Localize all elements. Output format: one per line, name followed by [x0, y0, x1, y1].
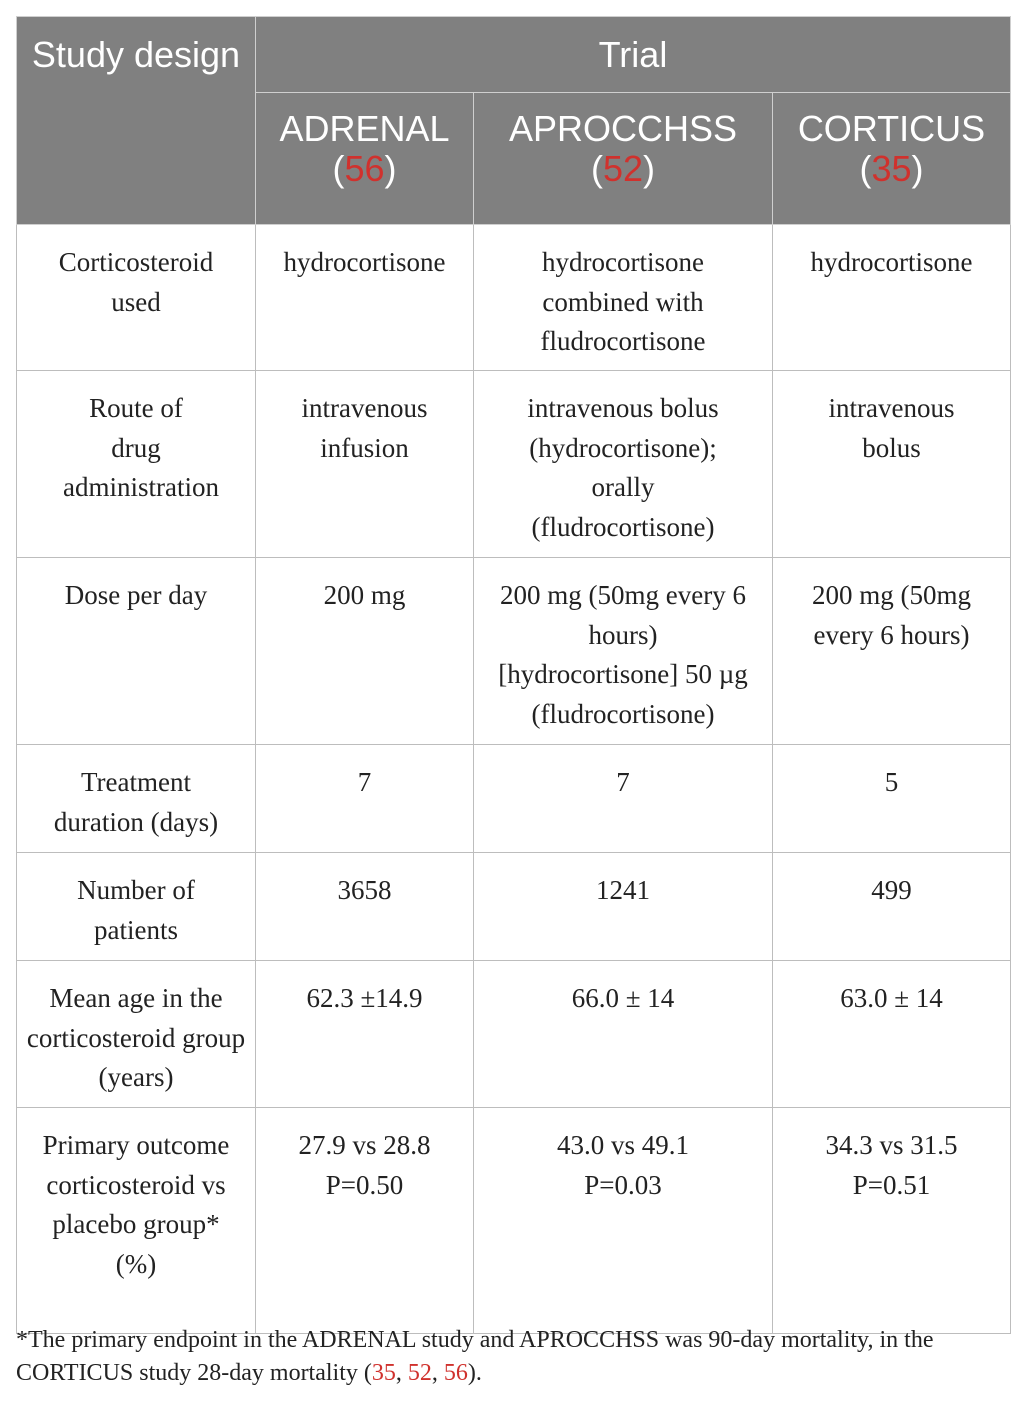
- trial-name: CORTICUS: [797, 108, 986, 149]
- row-label-text: Corticosteroid used: [58, 247, 214, 317]
- row-label: [17, 961, 256, 1108]
- cell-text: intravenous bolus (hydrocortisone); orally (fludrocortisone): [527, 393, 719, 542]
- footnote-end: ).: [467, 1360, 482, 1386]
- cell-aprocchss: 66.0 ± 14: [474, 961, 773, 1108]
- footnote-ref-link[interactable]: 35: [371, 1360, 396, 1386]
- row-label: [17, 853, 256, 961]
- cell-text: intravenous infusion: [301, 393, 428, 463]
- outcome-value: 43.0 vs 49.1: [556, 1130, 689, 1160]
- trial-ref-link[interactable]: 56: [344, 148, 385, 189]
- cell-adrenal: 3658: [256, 853, 474, 961]
- cell-corticus: 200 mg (50mg every 6 hours): [773, 558, 1011, 745]
- outcome-value: 27.9 vs 28.8: [298, 1130, 431, 1160]
- cell-aprocchss: [474, 225, 773, 371]
- row-label-text: Number of patients: [77, 875, 195, 945]
- cell-text: hydrocortisone combined with fludrocortisone: [540, 247, 706, 356]
- cell-adrenal: 200 mg: [256, 558, 474, 745]
- cell-aprocchss: 7: [474, 745, 773, 853]
- trial-name: ADRENAL: [279, 108, 450, 149]
- cell-text: intravenous bolus: [828, 393, 955, 463]
- p-value: P=0.03: [584, 1169, 662, 1200]
- trial-name: APROCCHSS: [508, 108, 738, 149]
- cell-aprocchss: [474, 371, 773, 558]
- cell-corticus: hydrocortisone: [773, 225, 1011, 371]
- row-label: [17, 745, 256, 853]
- row-label: [17, 225, 256, 371]
- trial-comparison-table-wrapper: [16, 16, 1010, 1334]
- trial-ref-link[interactable]: 35: [871, 148, 912, 189]
- header-trial-adrenal: ADRENAL (56): [256, 93, 474, 225]
- row-label: [17, 1108, 256, 1334]
- row-label-text: Route of drug administration: [63, 393, 219, 502]
- table-row: [17, 1108, 1011, 1334]
- footnote-separator: ,: [431, 1360, 444, 1386]
- table-row: [17, 961, 1011, 1108]
- table-row: [17, 853, 1011, 961]
- footnote-text: *The primary endpoint in the ADRENAL study and APROCCHSS was 90-day mortality, in the CORTICUS study 28-day mortality (: [16, 1327, 934, 1386]
- header-trial: Trial: [256, 17, 1011, 93]
- trial-comparison-table: [16, 16, 1011, 1334]
- table-row: [17, 371, 1011, 558]
- header-study-design: Study design: [17, 17, 256, 225]
- footnote-separator: ,: [395, 1360, 408, 1386]
- cell-corticus: 499: [773, 853, 1011, 961]
- cell-adrenal: hydrocortisone: [256, 225, 474, 371]
- cell-adrenal: [256, 371, 474, 558]
- row-label: Dose per day: [17, 558, 256, 745]
- p-value: P=0.50: [325, 1169, 404, 1200]
- footnote-ref-link[interactable]: 52: [407, 1360, 432, 1386]
- cell-corticus: 5: [773, 745, 1011, 853]
- header-trial-aprocchss: APROCCHSS (52): [474, 93, 773, 225]
- table-row: [17, 225, 1011, 371]
- cell-aprocchss: 1241: [474, 853, 773, 961]
- p-value: P=0.51: [852, 1169, 931, 1200]
- cell-adrenal: [256, 1108, 474, 1334]
- cell-adrenal: 62.3 ±14.9: [256, 961, 474, 1108]
- cell-corticus: [773, 371, 1011, 558]
- table-row: [17, 745, 1011, 853]
- footnote-ref-link[interactable]: 56: [443, 1360, 468, 1386]
- row-label: [17, 371, 256, 558]
- cell-corticus: [773, 1108, 1011, 1334]
- table-footnote: [16, 1324, 1010, 1390]
- row-label-text: Mean age in the corticosteroid group (years): [26, 983, 246, 1092]
- cell-corticus: 63.0 ± 14: [773, 961, 1011, 1108]
- row-label-text: Treatment duration (days): [53, 767, 219, 837]
- cell-aprocchss: [474, 1108, 773, 1334]
- cell-aprocchss: [474, 558, 773, 745]
- row-label-text: Primary outcome corticosteroid vs placebo group* (%): [42, 1130, 230, 1279]
- trial-ref-link[interactable]: 52: [602, 148, 644, 189]
- header-trial-corticus: CORTICUS (35): [773, 93, 1011, 225]
- outcome-value: 34.3 vs 31.5: [825, 1130, 958, 1160]
- table-row: [17, 558, 1011, 745]
- cell-adrenal: 7: [256, 745, 474, 853]
- cell-text: 200 mg (50mg every 6 hours) [hydrocortisone] 50 µg (fludrocortisone): [498, 580, 748, 729]
